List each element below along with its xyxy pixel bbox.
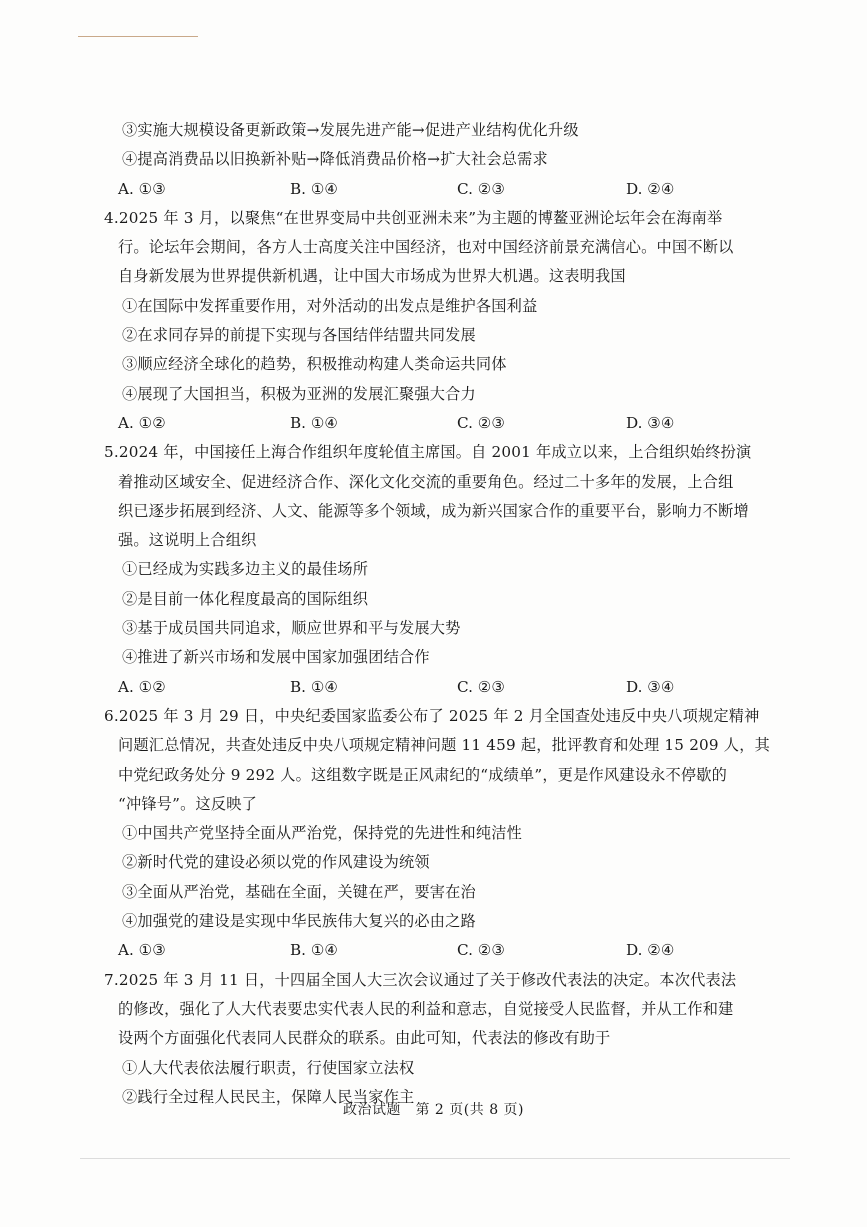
option-b: B. ①④ — [290, 413, 339, 432]
question-stem: 问题汇总情况，共查处违反中央八项规定精神问题 11 459 起，批评教育和处理 15 209 人，其 — [118, 736, 770, 755]
statement-item: ①中国共产党坚持全面从严治党，保持党的先进性和纯洁性 — [122, 824, 523, 843]
option-a: A. ①③ — [118, 179, 166, 198]
question-stem: 自身新发展为世界提供新机遇，让中国大市场成为世界大机遇。这表明我国 — [118, 267, 626, 286]
question-stem: “冲锋号”。这反映了 — [118, 794, 258, 813]
bottom-divider — [80, 1158, 790, 1159]
option-a: A. ①③ — [118, 941, 166, 960]
question-stem: 的修改，强化了人大代表要忠实代表人民的利益和意志，自觉接受人民监督，并从工作和建 — [118, 999, 734, 1018]
page-footer: 政治试题 第 2 页(共 8 页) — [342, 1102, 525, 1118]
option-b: B. ①④ — [290, 941, 339, 960]
option-d: D. ②④ — [626, 179, 675, 198]
question-stem: 强。这说明上合组织 — [118, 531, 257, 550]
option-a: A. ①② — [118, 677, 166, 696]
statement-item: ②践行全过程人民民主，保障人民当家作主 — [122, 1087, 415, 1106]
question-stem: 4.2025 年 3 月，以聚焦“在世界变局中共创亚洲未来”为主题的博鳌亚洲论坛年会在海南举 — [104, 208, 723, 227]
answer-options — [118, 936, 778, 965]
statement-item: ④提高消费品以旧换新补贴→降低消费品价格→扩大社会总需求 — [122, 150, 548, 169]
answer-options — [118, 175, 778, 204]
option-c: C. ②③ — [457, 677, 505, 696]
option-d: D. ②④ — [626, 941, 675, 960]
question-stem: 6.2025 年 3 月 29 日，中央纪委国家监委公布了 2025 年 2 月全国查处违反中央八项规定精神 — [104, 706, 760, 725]
option-c: C. ②③ — [457, 413, 505, 432]
option-c: C. ②③ — [457, 179, 505, 198]
question-stem: 7.2025 年 3 月 11 日，十四届全国人大三次会议通过了关于修改代表法的决定。本次代表法 — [104, 970, 737, 989]
option-d: D. ③④ — [626, 413, 675, 432]
question-7 — [104, 966, 778, 1112]
statement-item: ②新时代党的建设必须以党的作风建设为统领 — [122, 853, 430, 872]
question-stem: 中党纪政务处分 9 292 人。这组数字既是正风肃纪的“成绩单”，更是作风建设永不停歇的 — [118, 765, 728, 784]
question-content — [104, 116, 778, 1112]
statement-item: ④展现了大国担当，积极为亚洲的发展汇聚强大合力 — [122, 384, 476, 403]
statement-item: ③实施大规模设备更新政策→发展先进产能→促进产业结构优化升级 — [122, 121, 579, 139]
statement-item: ④加强党的建设是实现中华民族伟大复兴的必由之路 — [122, 912, 476, 931]
statement-item: ③全面从严治党，基础在全面，关键在严，要害在治 — [122, 882, 476, 901]
statement-item: ①在国际中发挥重要作用，对外活动的出发点是维护各国利益 — [122, 296, 538, 315]
statement-item: ①人大代表依法履行职责，行使国家立法权 — [122, 1058, 415, 1077]
question-stem: 行。论坛年会期间，各方人士高度关注中国经济，也对中国经济前景充满信心。中国不断以 — [118, 238, 734, 257]
question-stem: 设两个方面强化代表同人民群众的联系。由此可知，代表法的修改有助于 — [118, 1029, 611, 1048]
top-divider — [78, 36, 198, 37]
answer-options — [118, 409, 778, 438]
question-4 — [104, 204, 778, 438]
answer-options — [118, 673, 778, 702]
question-stem: 着推动区域安全、促进经济合作、深化文化交流的重要角色。经过二十多年的发展，上合组 — [118, 472, 734, 491]
option-b: B. ①④ — [290, 179, 339, 198]
option-c: C. ②③ — [457, 941, 505, 960]
statement-item: ②是目前一体化程度最高的国际组织 — [122, 589, 369, 608]
question-stem: 5.2024 年，中国接任上海合作组织年度轮值主席国。自 2001 年成立以来，上合组织始终扮演 — [104, 443, 752, 462]
statement-item: ④推进了新兴市场和发展中国家加强团结合作 — [122, 648, 430, 667]
option-d: D. ③④ — [626, 677, 675, 696]
statement-item: ③顺应经济全球化的趋势，积极推动构建人类命运共同体 — [122, 355, 507, 374]
option-a: A. ①② — [118, 413, 166, 432]
statement-item: ①已经成为实践多边主义的最佳场所 — [122, 560, 369, 579]
statement-item: ③基于成员国共同追求，顺应世界和平与发展大势 — [122, 619, 461, 638]
option-b: B. ①④ — [290, 677, 339, 696]
question-stem: 织已逐步拓展到经济、人文、能源等多个领域，成为新兴国家合作的重要平台，影响力不断增 — [118, 501, 749, 520]
statement-item: ②在求同存异的前提下实现与各国结伴结盟共同发展 — [122, 326, 476, 345]
question-3-continuation — [118, 116, 778, 204]
question-6 — [104, 702, 778, 966]
question-5 — [104, 438, 778, 702]
